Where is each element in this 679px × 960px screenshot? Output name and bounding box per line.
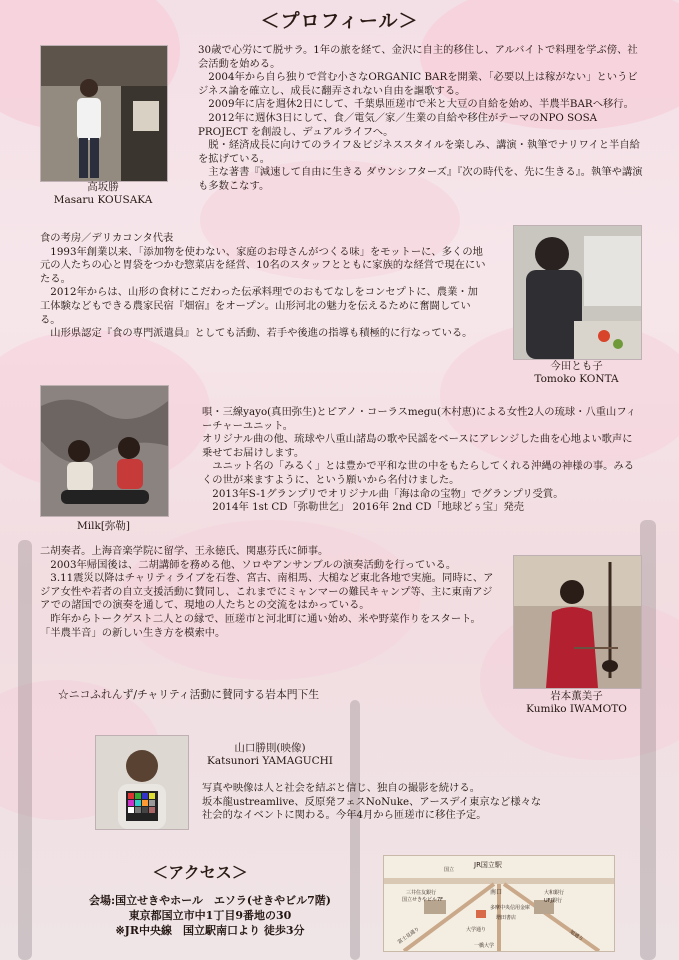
access-venue: 会場:国立せきやホール エソラ(せきやビル7階) bbox=[89, 894, 331, 907]
access-directions: ※JR中央線 国立駅南口より 徒歩3分 bbox=[115, 924, 305, 937]
konta-name-en: Tomoko KONTA bbox=[534, 373, 619, 385]
map-label-kunitachi: 国立 bbox=[444, 867, 455, 873]
map-station-label: JR国立駅 bbox=[474, 861, 502, 869]
kousaka-bio: 30歳で心労にて脱サラ。1年の旅を経て、金沢に自主的移住し、アルバイトで料理を学ぶ傍、社会活動を始める。 2004年から自ら独りで営む小さなORGANIC BARを開業、「必要以上は稼がない」というビジネス論を確立し、成長に翻弄されない自由を謳歌する。 2009年に店を週休2日にして、千葉県匝瑳市で米と大豆の自給を始め、半農半BARへ移行。 2012年に週休3日にして、食／電気／家／生業の自給や移住がテーマのNPO SOSA PROJECT を創設し、デュアルライフへ。 脱・経済成長に向けてのライフ＆ビジネススタイルを楽しみ、講演・執筆でナリワイと半自給を拡げている。 主な著書『減速して自由に生きる ダウンシフターズ』『次の時代を、先に生きる』。執筆や講演も多数こなす。 bbox=[198, 44, 643, 192]
profile-heading: ＜プロフィール＞ bbox=[260, 10, 419, 32]
access-map bbox=[383, 855, 615, 952]
yamaguchi-name bbox=[190, 742, 350, 768]
map-label-masuda: 増田書店 bbox=[496, 915, 517, 921]
map-label-tama: 多摩中央信用金庫 bbox=[490, 905, 531, 911]
iwamoto-note: ☆ニコふれんず/チャリティ活動に賛同する岩本門下生 bbox=[58, 688, 320, 701]
iwamoto-name-jp: 岩本薫美子 bbox=[550, 690, 603, 702]
kousaka-photo bbox=[40, 45, 168, 182]
kousaka-name-jp: 高坂勝 bbox=[87, 181, 119, 193]
access-address: 東京都国立市中1丁目9番地の30 bbox=[128, 909, 292, 922]
map-south-exit-label: 南口 bbox=[490, 889, 503, 896]
map-label-sekiya: 国立せきやビル7F bbox=[402, 897, 444, 903]
konta-name-jp: 今田とも子 bbox=[550, 360, 603, 372]
access-heading: ＜アクセス＞ bbox=[152, 863, 248, 882]
yamaguchi-bio: 写真や映像は人と社会を結ぶと信じ、独自の撮影を続ける。 坂本龍ustreamlive、反原発フェスNoNuke、アースデイ東京など様々な社会的なイベントに関わる。今年4月から匝瑳市に移住予定。 bbox=[202, 782, 542, 822]
milk-bio: 唄・三線yayo(真田弥生)とピアノ・コーラスmegu(木村恵)による女性2人の琉球・八重山フィーチャーユニット。 オリジナル曲の他、琉球や八重山諸島の歌や民謡をベースにアレンジした曲を心地よい歌声に乗せてお届けします。 ユニット名の「みるく」とは豊かで平和な世の中をもたらしてくれる沖縄の神様の事。みるくの世が来ますように、という願いから名付けました。 2013年S-1グランプリでオリジナル曲「海は命の宝物」でグランプリ受賞。 2014年 1st CD「弥勒世乞」 2016年 2nd CD「地球どぅ宝」発売 bbox=[202, 406, 637, 514]
map-label-fujimi: 富士見通り bbox=[396, 926, 421, 946]
milk-photo bbox=[40, 385, 169, 517]
map-label-asahi: 旭通り bbox=[568, 929, 585, 943]
map-label-mitsui: 三井住友銀行 bbox=[406, 890, 437, 896]
map-label-hitotsubashi: 一橋大学 bbox=[474, 943, 495, 949]
yamaguchi-name-jp: 山口勝則(映像) bbox=[234, 742, 306, 754]
konta-bio: 食の考房／デリカコンタ代表 1993年創業以来、「添加物を使わない、家庭のお母さんがつくる味」をモットーに、多くの地元の人たちの心と胃袋をつかむ惣菜店を経営、10名のスタッフとともに家族的な経営で現在にいたる。 2012年からは、山形の食材にこだわった伝承料理でのおもてなしをコンセプトに、農業・加工体験などもできる農家民宿『畑宿』をオープン。山形河北の魅力を伝えるために奮闘している。 山形県認定『食の専門派遣員』としても活動、若手や後進の指導も積極的に行なっている。 bbox=[40, 232, 486, 340]
iwamoto-photo bbox=[513, 555, 642, 689]
konta-name bbox=[513, 360, 640, 386]
iwamoto-bio: 二胡奏者。上海音楽学院に留学、王永徳氏、関惠芬氏に師事。 2003年帰国後は、二胡講師を務める他、ソロやアンサンブルの演奏活動を行っている。 3.11震災以降はチャリティライブを石巻、宮古、南相馬、大槌など東北各地で実施。同時に、アジア女性や若者の自立支援活動に賛同し、これまでにミャンマーの難民キャンプ等、主に東南アジアでの諸国での演奏を通して、現地の人たちとの交流をはかっている。 昨年からトークゲスト二人との縁で、匝瑳市と河北町に通い始め、米や野菜作りをスタート。「半農半音」の新しい生き方を模索中。 bbox=[40, 545, 494, 639]
iwamoto-name-en: Kumiko IWAMOTO bbox=[526, 703, 627, 715]
kousaka-name-en: Masaru KOUSAKA bbox=[53, 194, 153, 206]
yamaguchi-photo bbox=[95, 735, 189, 830]
map-label-daiwa: 大和銀行 bbox=[544, 890, 565, 896]
map-label-ufj: UFJ銀行 bbox=[544, 898, 563, 904]
map-label-daigaku: 大学通り bbox=[466, 927, 487, 933]
yamaguchi-name-en: Katsunori YAMAGUCHI bbox=[207, 755, 333, 767]
konta-photo bbox=[513, 225, 642, 360]
milk-name-jp: Milk[弥勒] bbox=[76, 520, 131, 532]
iwamoto-name bbox=[513, 690, 640, 716]
kousaka-name bbox=[40, 181, 166, 207]
milk-name bbox=[40, 520, 167, 533]
access-info bbox=[50, 893, 370, 938]
